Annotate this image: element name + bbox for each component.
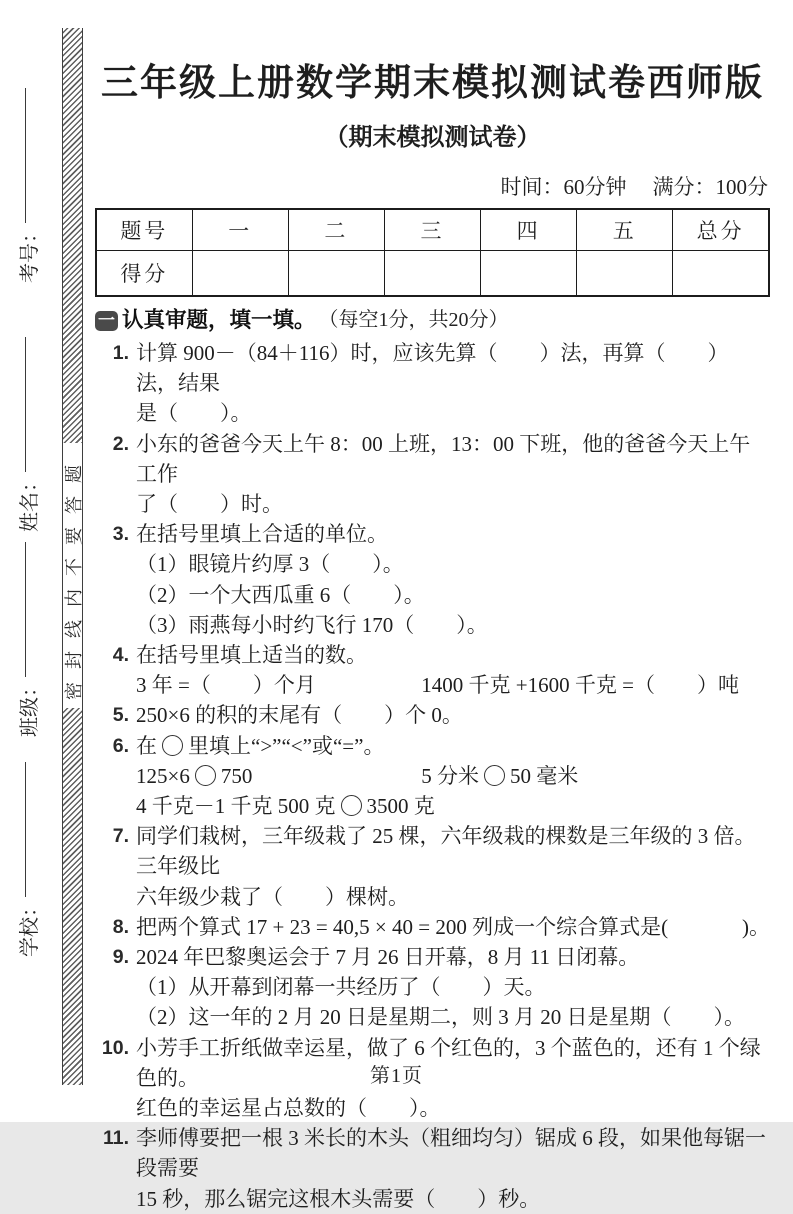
- section-one-note: （每空1分，共20分）: [318, 309, 509, 331]
- question-line: 李师傅要把一根 3 米长的木头（粗细均匀）锯成 6 段，如果他每锯一段需要: [136, 1126, 766, 1181]
- stem-text: 在: [136, 733, 157, 758]
- page-title: 三年级上册数学期末模拟测试卷西师版: [101, 63, 764, 104]
- seal-hatch-top: [63, 28, 82, 443]
- class-blank-line: [24, 542, 26, 677]
- score-table: [95, 208, 770, 297]
- school-label: 学校：: [18, 897, 41, 957]
- student-name-label: 姓名：: [18, 472, 41, 532]
- question-4: [95, 640, 770, 700]
- student-name-blank-line: [24, 337, 26, 472]
- question-number: 7.: [112, 825, 129, 848]
- time-limit: 时间：60分钟: [500, 175, 627, 199]
- full-score: 满分：100分: [652, 175, 768, 199]
- score-table-header-row: [96, 209, 769, 251]
- question-line: 了（ ）时。: [136, 492, 283, 517]
- score-table-cell: 题号: [96, 209, 192, 251]
- seal-text-block: [63, 443, 82, 708]
- question-number: 6.: [112, 734, 129, 757]
- content-column: [95, 60, 770, 1214]
- comparison-circle-icon: [484, 765, 505, 786]
- sidebar-field-student-name: [12, 337, 42, 532]
- question-number: 1.: [112, 342, 129, 364]
- question-number: 5.: [112, 704, 129, 727]
- score-cell-empty: [577, 251, 673, 297]
- question-number: 8.: [112, 915, 129, 938]
- sidebar-field-school: [12, 762, 42, 957]
- score-cell-empty: [673, 251, 769, 297]
- question-line: 2024 年巴黎奥运会于 7 月 26 日开幕，8 月 11 日闭幕。: [136, 945, 640, 970]
- footer-page-number: 第1页: [370, 1065, 423, 1087]
- comparison-circle-icon: [195, 765, 216, 786]
- question-9: [95, 942, 770, 1033]
- question-subitem: （3）雨燕每小时约飞行 170（ ）。: [136, 612, 488, 637]
- question-line: 同学们栽树，三年级栽了 25 棵，六年级栽的棵数是三年级的 3 倍。三年级比: [136, 824, 756, 879]
- score-row-label: 得分: [96, 251, 192, 297]
- question-line: 250×6 的积的末尾有（ ）个 0。: [136, 703, 463, 728]
- question-number: 11.: [102, 1127, 129, 1150]
- exam-meta: [95, 172, 770, 202]
- question-number: 3.: [112, 523, 129, 546]
- question-line: 在括号里填上合适的单位。: [136, 522, 388, 547]
- question-number: 10.: [101, 1036, 129, 1059]
- score-table-cell: 四: [481, 209, 577, 251]
- score-table-score-row: [96, 251, 769, 297]
- question-7: [95, 821, 770, 912]
- score-cell-empty: [192, 251, 288, 297]
- seal-hatch-bottom: [63, 708, 82, 1085]
- score-table-cell: 五: [577, 209, 673, 251]
- stem-text: )。: [742, 914, 770, 939]
- comparison-circle-icon: [162, 735, 183, 756]
- question-subitem: （2）一个大西瓜重 6（ ）。: [136, 582, 425, 607]
- question-line: [136, 761, 770, 791]
- question-line: [136, 912, 770, 942]
- question-number: 2.: [112, 432, 129, 455]
- score-table-cell: 二: [288, 209, 384, 251]
- score-cell-empty: [481, 251, 577, 297]
- comparison-item: 5 分米 50 毫米: [421, 763, 579, 788]
- question-line: [136, 670, 770, 700]
- question-8: [95, 912, 770, 942]
- fill-blank-right: 1400 千克 +1600 千克 =（ ）吨: [421, 673, 739, 698]
- section-one-header: [95, 305, 770, 336]
- question-2: [95, 429, 770, 520]
- class-label: 班级：: [18, 677, 41, 737]
- score-table-cell: 三: [384, 209, 480, 251]
- question-line: 红色的幸运星占总数的（ ）。: [136, 1096, 441, 1121]
- question-line: [136, 731, 770, 761]
- school-blank-line: [24, 762, 26, 897]
- page-subtitle: （期末模拟测试卷）: [324, 125, 541, 151]
- question-1: [95, 338, 770, 429]
- question-line: 15 秒，那么锯完这根木头需要（ ）秒。: [136, 1186, 541, 1211]
- section-one-title: 认真审题，填一填。: [122, 308, 316, 332]
- question-subitem: （1）眼镜片约厚 3（ ）。: [136, 552, 404, 577]
- section-one-badge-icon: 一: [95, 311, 118, 331]
- seal-line: [62, 28, 83, 1085]
- question-subitem: （2）这一年的 2 月 20 日是星期二，则 3 月 20 日是星期（ ）。: [136, 1005, 745, 1030]
- question-line: 在括号里填上适当的数。: [136, 643, 367, 668]
- score-table-cell: 一: [192, 209, 288, 251]
- question-line: 计算 900－（84＋116）时，应该先算（ ）法，再算（ ）法，结果: [136, 341, 729, 396]
- exam-number-blank-line: [24, 88, 26, 223]
- comparison-item: 125×6 750: [136, 763, 253, 788]
- stem-text: 把两个算式 17 + 23 = 40,5 × 40 = 200 列成一个综合算式是(: [136, 914, 669, 939]
- comparison-circle-icon: [341, 795, 362, 816]
- question-6: [95, 731, 770, 822]
- question-3: [95, 519, 770, 640]
- fill-blank-left: 3 年 =（ ）个月: [136, 673, 316, 698]
- sidebar-field-class: [12, 542, 42, 737]
- question-line: 是（ ）。: [136, 401, 252, 426]
- comparison-item: 4 千克－1 千克 500 克 3500 克: [136, 794, 435, 819]
- score-cell-empty: [288, 251, 384, 297]
- stem-text: 里填上“>”“<”或“=”。: [188, 733, 385, 758]
- question-subitem: （1）从开幕到闭幕一共经历了（ ）天。: [136, 975, 546, 1000]
- sidebar-field-exam-number: [12, 88, 42, 283]
- answer-blank-space: [668, 912, 742, 942]
- question-line: [136, 791, 770, 821]
- question-line: 小芳手工折纸做幸运星，做了 6 个红色的，3 个蓝色的，还有 1 个绿色的。: [136, 1035, 761, 1090]
- question-11: [95, 1123, 770, 1214]
- seal-text: 密封线内不要答题: [63, 451, 84, 700]
- question-number: 4.: [112, 644, 129, 667]
- question-5: [95, 700, 770, 730]
- exam-number-label: 考号：: [18, 223, 41, 283]
- score-cell-empty: [384, 251, 480, 297]
- score-table-cell: 总分: [673, 209, 769, 251]
- question-line: 六年级少栽了（ ）棵树。: [136, 884, 409, 909]
- question-number: 9.: [112, 946, 129, 969]
- question-line: 小东的爸爸今天上午 8：00 上班，13：00 下班，他的爸爸今天上午工作: [136, 431, 751, 486]
